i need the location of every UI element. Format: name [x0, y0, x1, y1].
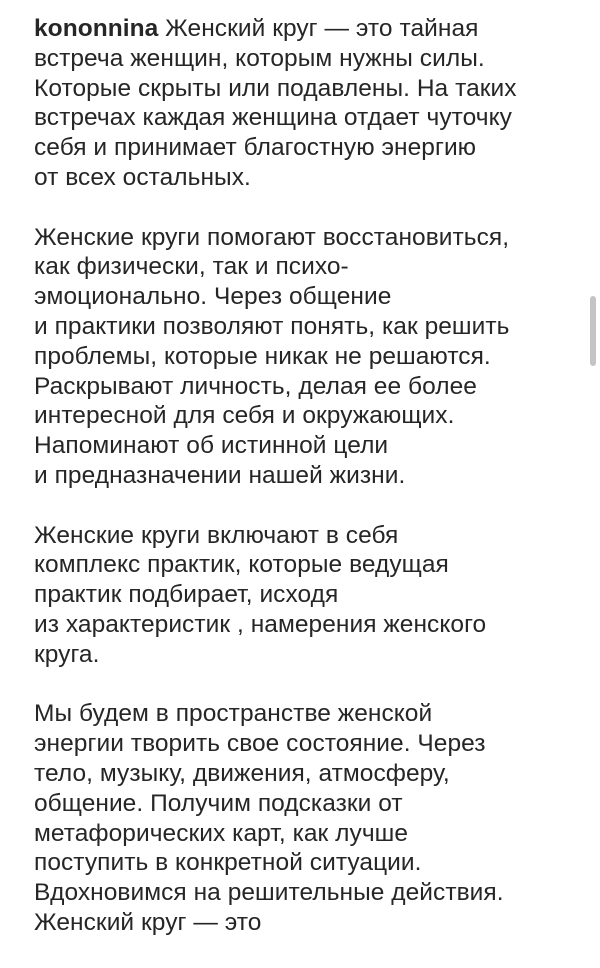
caption-line: комплекс практик, которые ведущая — [34, 551, 449, 579]
caption-line: и практики позволяют понять, как решить — [34, 312, 510, 340]
caption-line: Напоминают об истинной цели — [34, 432, 389, 460]
caption-line: как физически, так и психо- — [34, 253, 349, 281]
caption-line — [34, 14, 574, 44]
caption-line-text: Женский круг — это тайная — [158, 15, 479, 42]
caption-line: тело, музыку, движения, атмосферу, — [34, 759, 450, 787]
caption-line: встреча женщин, которым нужны силы. — [34, 44, 485, 72]
caption-line: эмоционально. Через общение — [34, 283, 392, 311]
caption-line: Которые скрыты или подавлены. На таких — [34, 74, 517, 102]
caption-paragraph-3 — [34, 521, 574, 670]
caption-paragraph-4 — [34, 699, 574, 937]
caption-line: Женский круг — это — [34, 908, 262, 936]
caption-line: практик подбирает, исходя — [34, 581, 339, 609]
caption-line: круга. — [34, 640, 100, 668]
caption-line: интересной для себя и окружающих. — [34, 402, 455, 430]
caption-paragraph-1 — [34, 14, 574, 193]
caption-paragraph-2 — [34, 223, 574, 491]
caption-line: себя и принимает благостную энергию — [34, 134, 477, 162]
caption-line: проблемы, которые никак не решаются. — [34, 342, 491, 370]
caption-line: Вдохновимся на решительные действия. — [34, 879, 504, 907]
caption-line: и предназначении нашей жизни. — [34, 461, 406, 489]
caption-line: поступить в конкретной ситуации. — [34, 849, 422, 877]
caption-line: Женские круги включают в себя — [34, 521, 399, 549]
username-link[interactable]: kononnina — [34, 15, 159, 42]
caption-line: от всех остальных. — [34, 163, 251, 191]
caption-line: из характеристик , намерения женского — [34, 610, 487, 638]
caption-line: Раскрывают личность, делая ее более — [34, 372, 477, 400]
caption-line: энергии творить свое состояние. Через — [34, 730, 486, 758]
caption-line: Мы будем в пространстве женской — [34, 700, 433, 728]
caption-line: Женские круги помогают восстановиться, — [34, 223, 510, 251]
post-caption — [34, 14, 574, 968]
caption-line: встречах каждая женщина отдает чуточку — [34, 104, 512, 132]
caption-line: метафорических карт, как лучше — [34, 819, 409, 847]
scrollbar-thumb[interactable] — [590, 296, 596, 366]
caption-line: общение. Получим подсказки от — [34, 789, 403, 817]
